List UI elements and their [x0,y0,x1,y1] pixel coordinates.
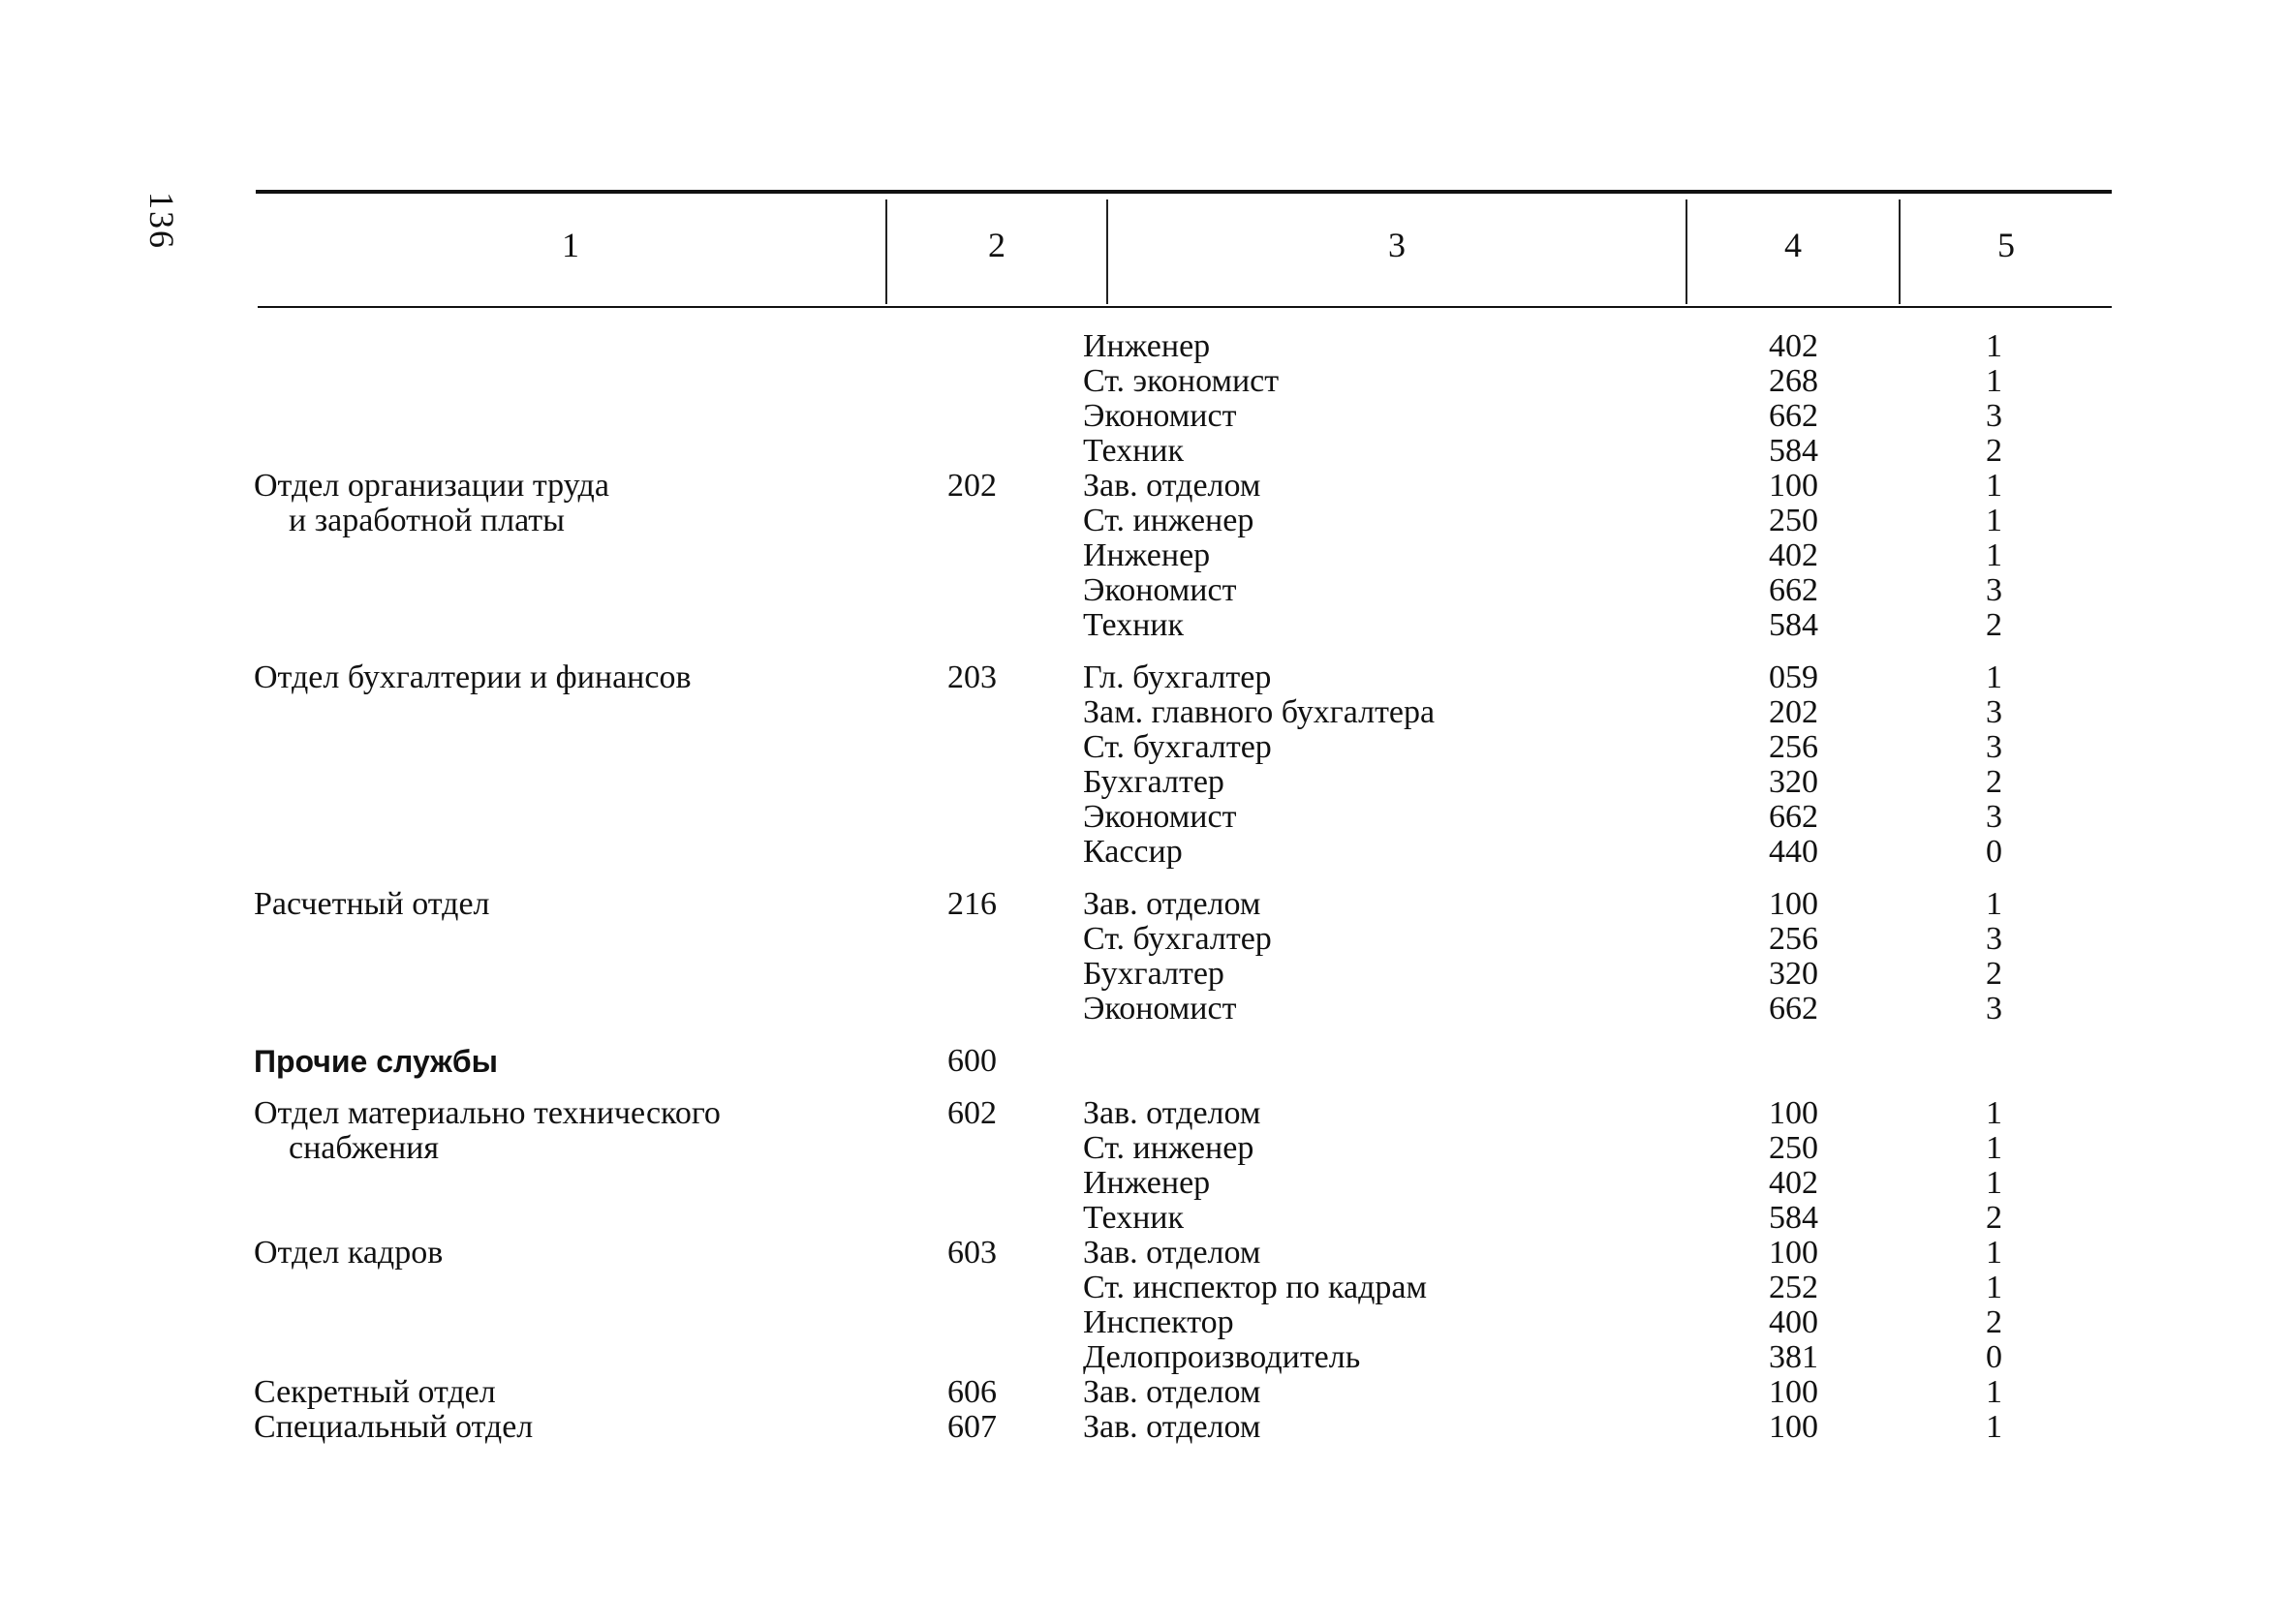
column-header-1: 1 [562,226,579,264]
table-top-rule [256,190,2112,194]
table-header-rule [258,306,2112,308]
column-header-3: 3 [1388,226,1406,264]
column-header-2: 2 [988,226,1005,264]
page-number: 136 [142,192,181,250]
column-header-5: 5 [1997,226,2015,264]
column-header-4: 4 [1784,226,1802,264]
